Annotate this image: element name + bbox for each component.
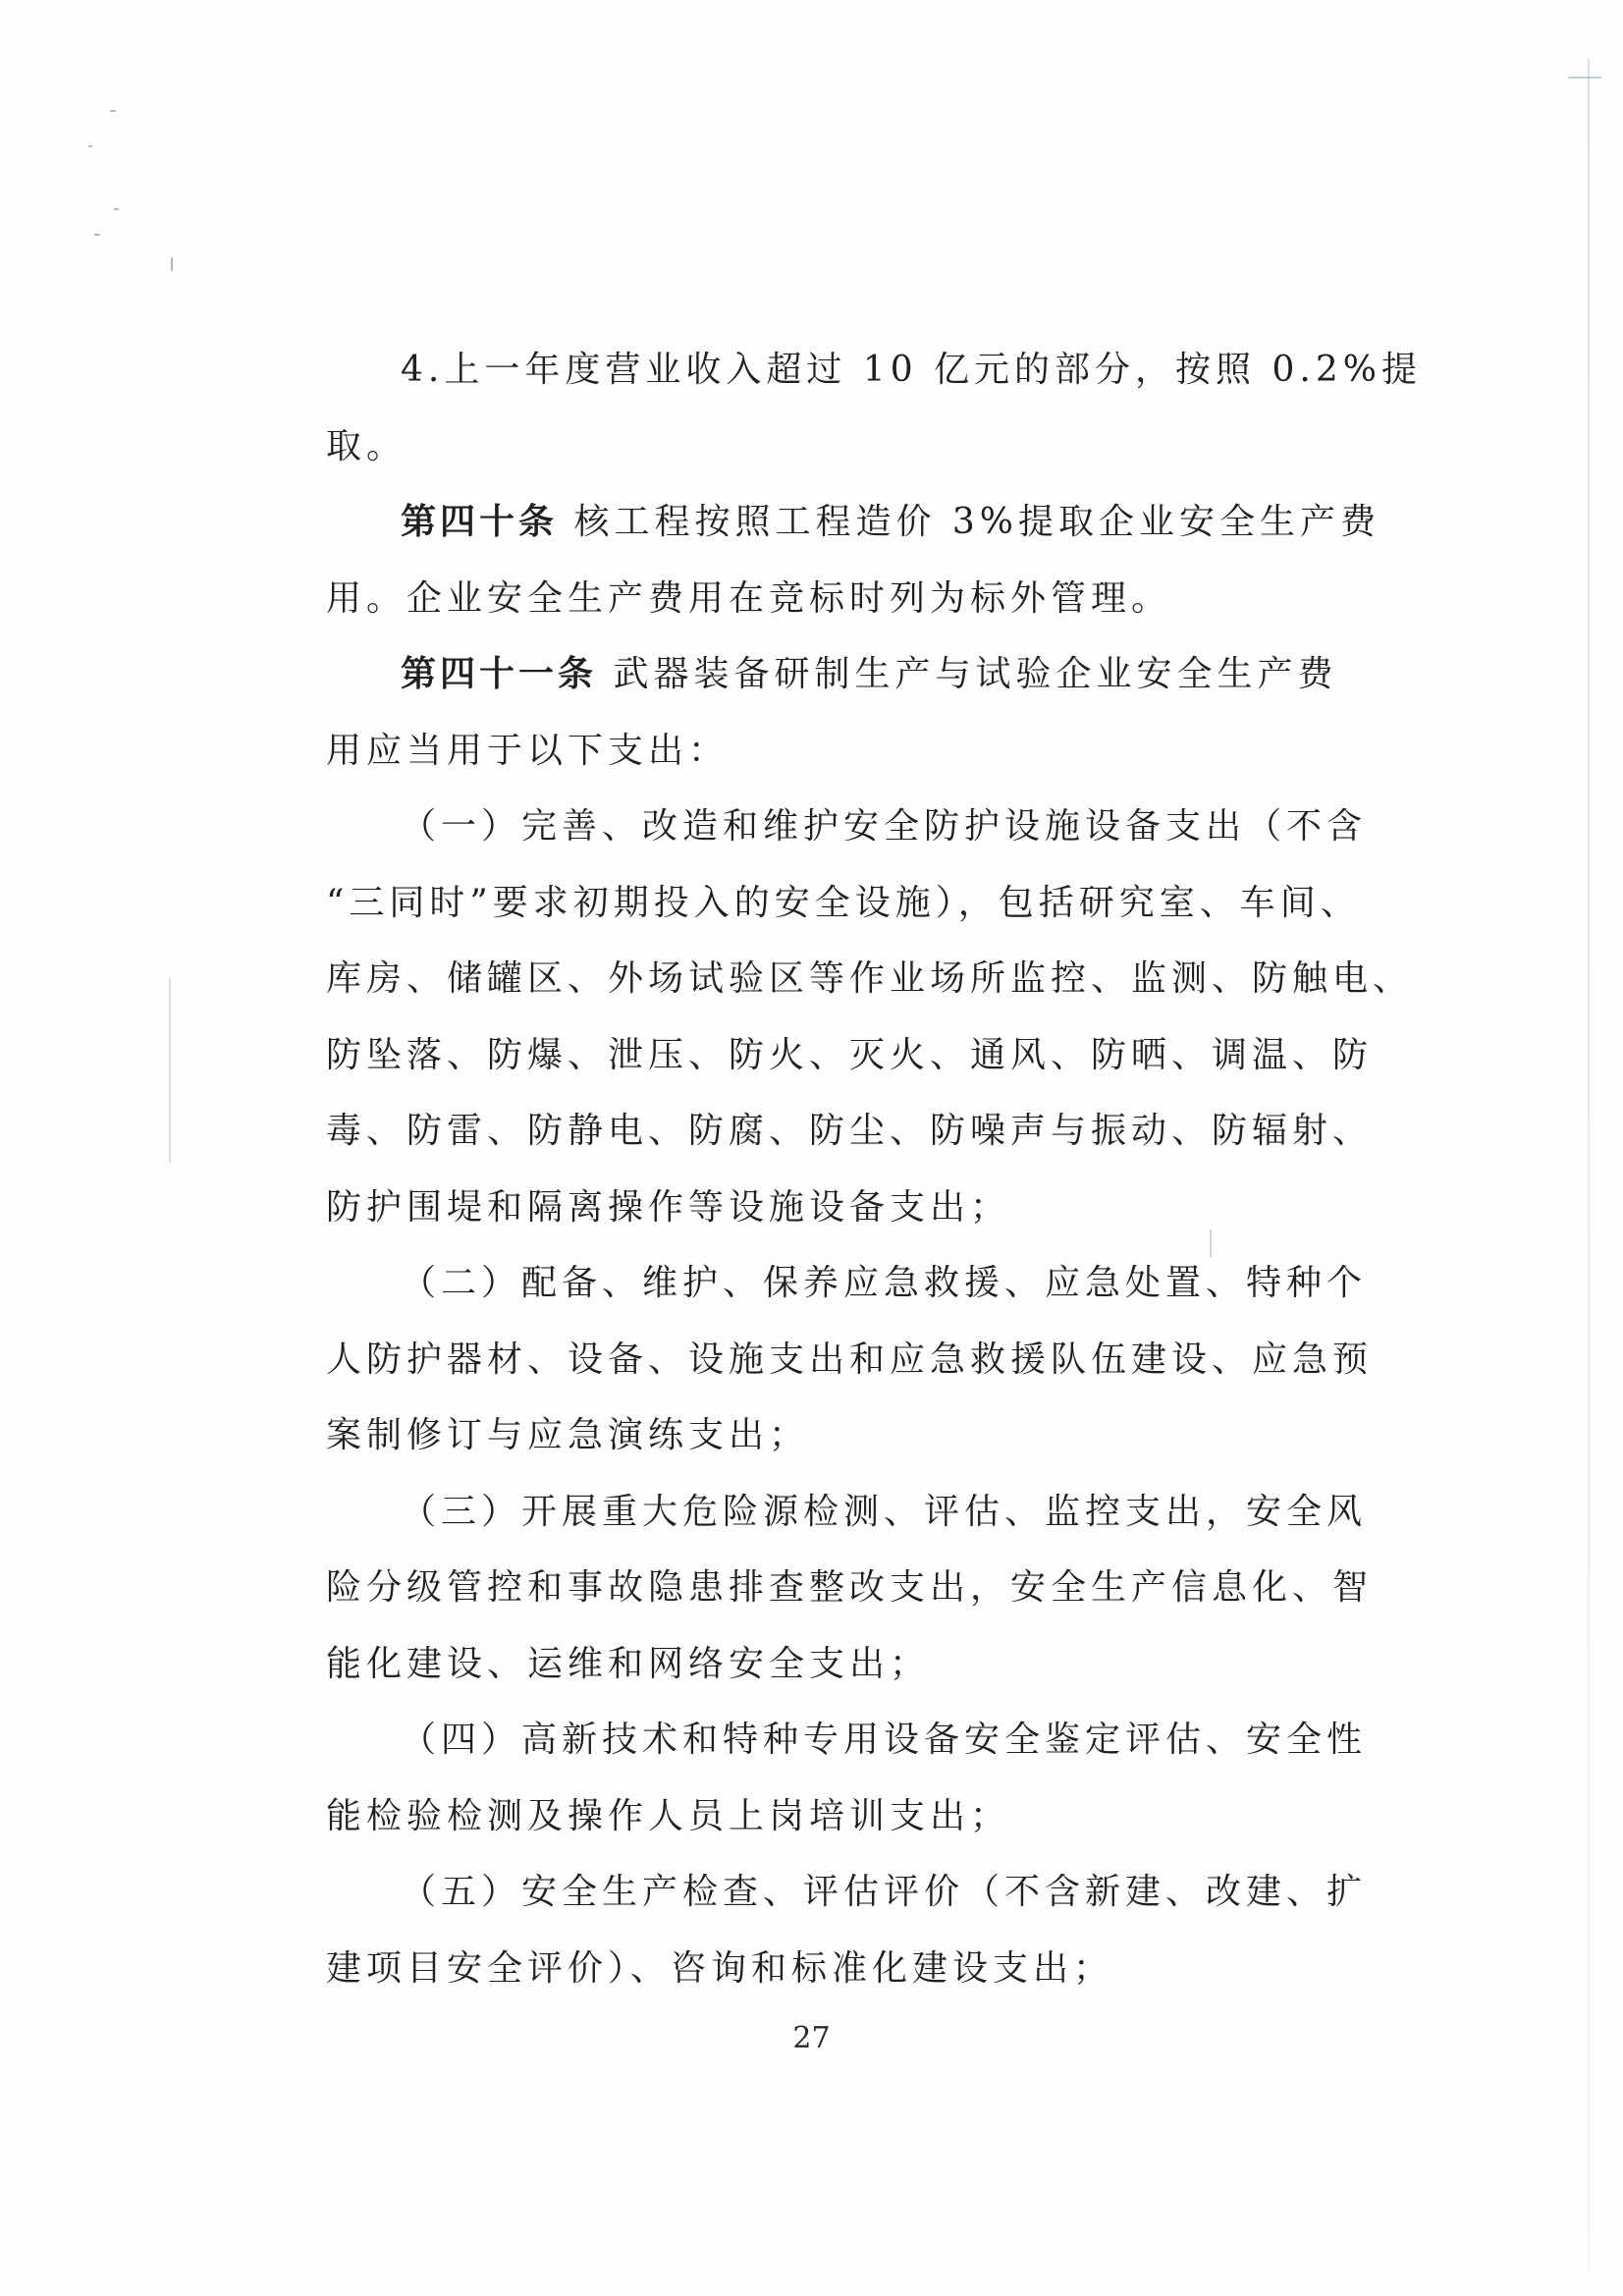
- article-heading: 第四十条: [401, 501, 559, 542]
- text-line: （三）开展重大危险源检测、评估、监控支出，安全风: [401, 1491, 1368, 1532]
- paragraph-clause-5: [326, 1854, 1368, 2006]
- text-line: （一）完善、改造和维护安全防护设施设备支出（不含: [401, 806, 1368, 847]
- text-line: 防护围堤和隔离操作等设施设备支出；: [326, 1186, 1011, 1228]
- scan-speck: [169, 977, 171, 1164]
- scan-speck: [114, 208, 119, 210]
- text-line: 用。企业安全生产费用在竞标时列为标外管理。: [326, 577, 1172, 619]
- text-line: [326, 484, 1381, 561]
- text-line: [326, 636, 1338, 713]
- text-line: 建项目安全评价）、咨询和标准化建设支出；: [326, 1947, 1114, 1989]
- paragraph-clause-2: [326, 1245, 1374, 1474]
- text-line: （五）安全生产检查、评估评价（不含新建、改建、扩: [401, 1872, 1368, 1912]
- body-text: [326, 332, 1422, 2006]
- text-line: 防坠落、防爆、泄压、防火、灭火、通风、防晒、调温、防: [326, 1034, 1374, 1075]
- text-line: “三同时”要求初期投入的安全设施），包括研究室、车间、: [326, 882, 1361, 923]
- text-line: （四）高新技术和特种专用设备安全鉴定评估、安全性: [401, 1720, 1368, 1760]
- text-line-content: 核工程按照工程造价 3%提取企业安全生产费: [558, 502, 1381, 542]
- paragraph-article-40: [326, 484, 1381, 636]
- text-line: 用应当用于以下支出：: [326, 730, 730, 771]
- paragraph-item-4: [326, 332, 1422, 484]
- scan-edge-line: [1588, 59, 1590, 2269]
- paragraph-clause-1: [326, 789, 1414, 1245]
- scan-edge-mark: [1568, 77, 1601, 79]
- text-line: 取。: [326, 425, 407, 466]
- scan-speck: [94, 234, 100, 236]
- text-line: 库房、储罐区、外场试验区等作业场所监控、监测、防触电、: [326, 958, 1414, 999]
- scan-speck: [110, 110, 116, 112]
- text-line: 险分级管控和事故隐患排查整改支出，安全生产信息化、智: [326, 1567, 1374, 1608]
- text-line: 能化建设、运维和网络安全支出；: [326, 1643, 931, 1684]
- text-line: 4.上一年度营业收入超过 10 亿元的部分，按照 0.2%提: [401, 350, 1422, 390]
- text-line: 能检验检测及操作人员上岗培训支出；: [326, 1795, 1011, 1836]
- text-line: 案制修订与应急演练支出；: [326, 1415, 810, 1455]
- text-line-content: 武器装备研制生产与试验企业安全生产费: [597, 654, 1338, 694]
- scan-speck: [171, 257, 173, 271]
- page-number: 27: [792, 2021, 831, 2055]
- paragraph-clause-4: [326, 1702, 1368, 1854]
- scan-speck: [88, 145, 92, 147]
- text-line: （二）配备、维护、保养应急救援、应急处置、特种个: [401, 1263, 1368, 1303]
- paragraph-article-41: [326, 636, 1338, 789]
- text-line: 毒、防雷、防静电、防腐、防尘、防噪声与振动、防辐射、: [326, 1111, 1374, 1151]
- text-line: 人防护器材、设备、设施支出和应急救援队伍建设、应急预: [326, 1339, 1374, 1380]
- paragraph-clause-3: [326, 1474, 1374, 1703]
- article-heading: 第四十一条: [401, 653, 598, 694]
